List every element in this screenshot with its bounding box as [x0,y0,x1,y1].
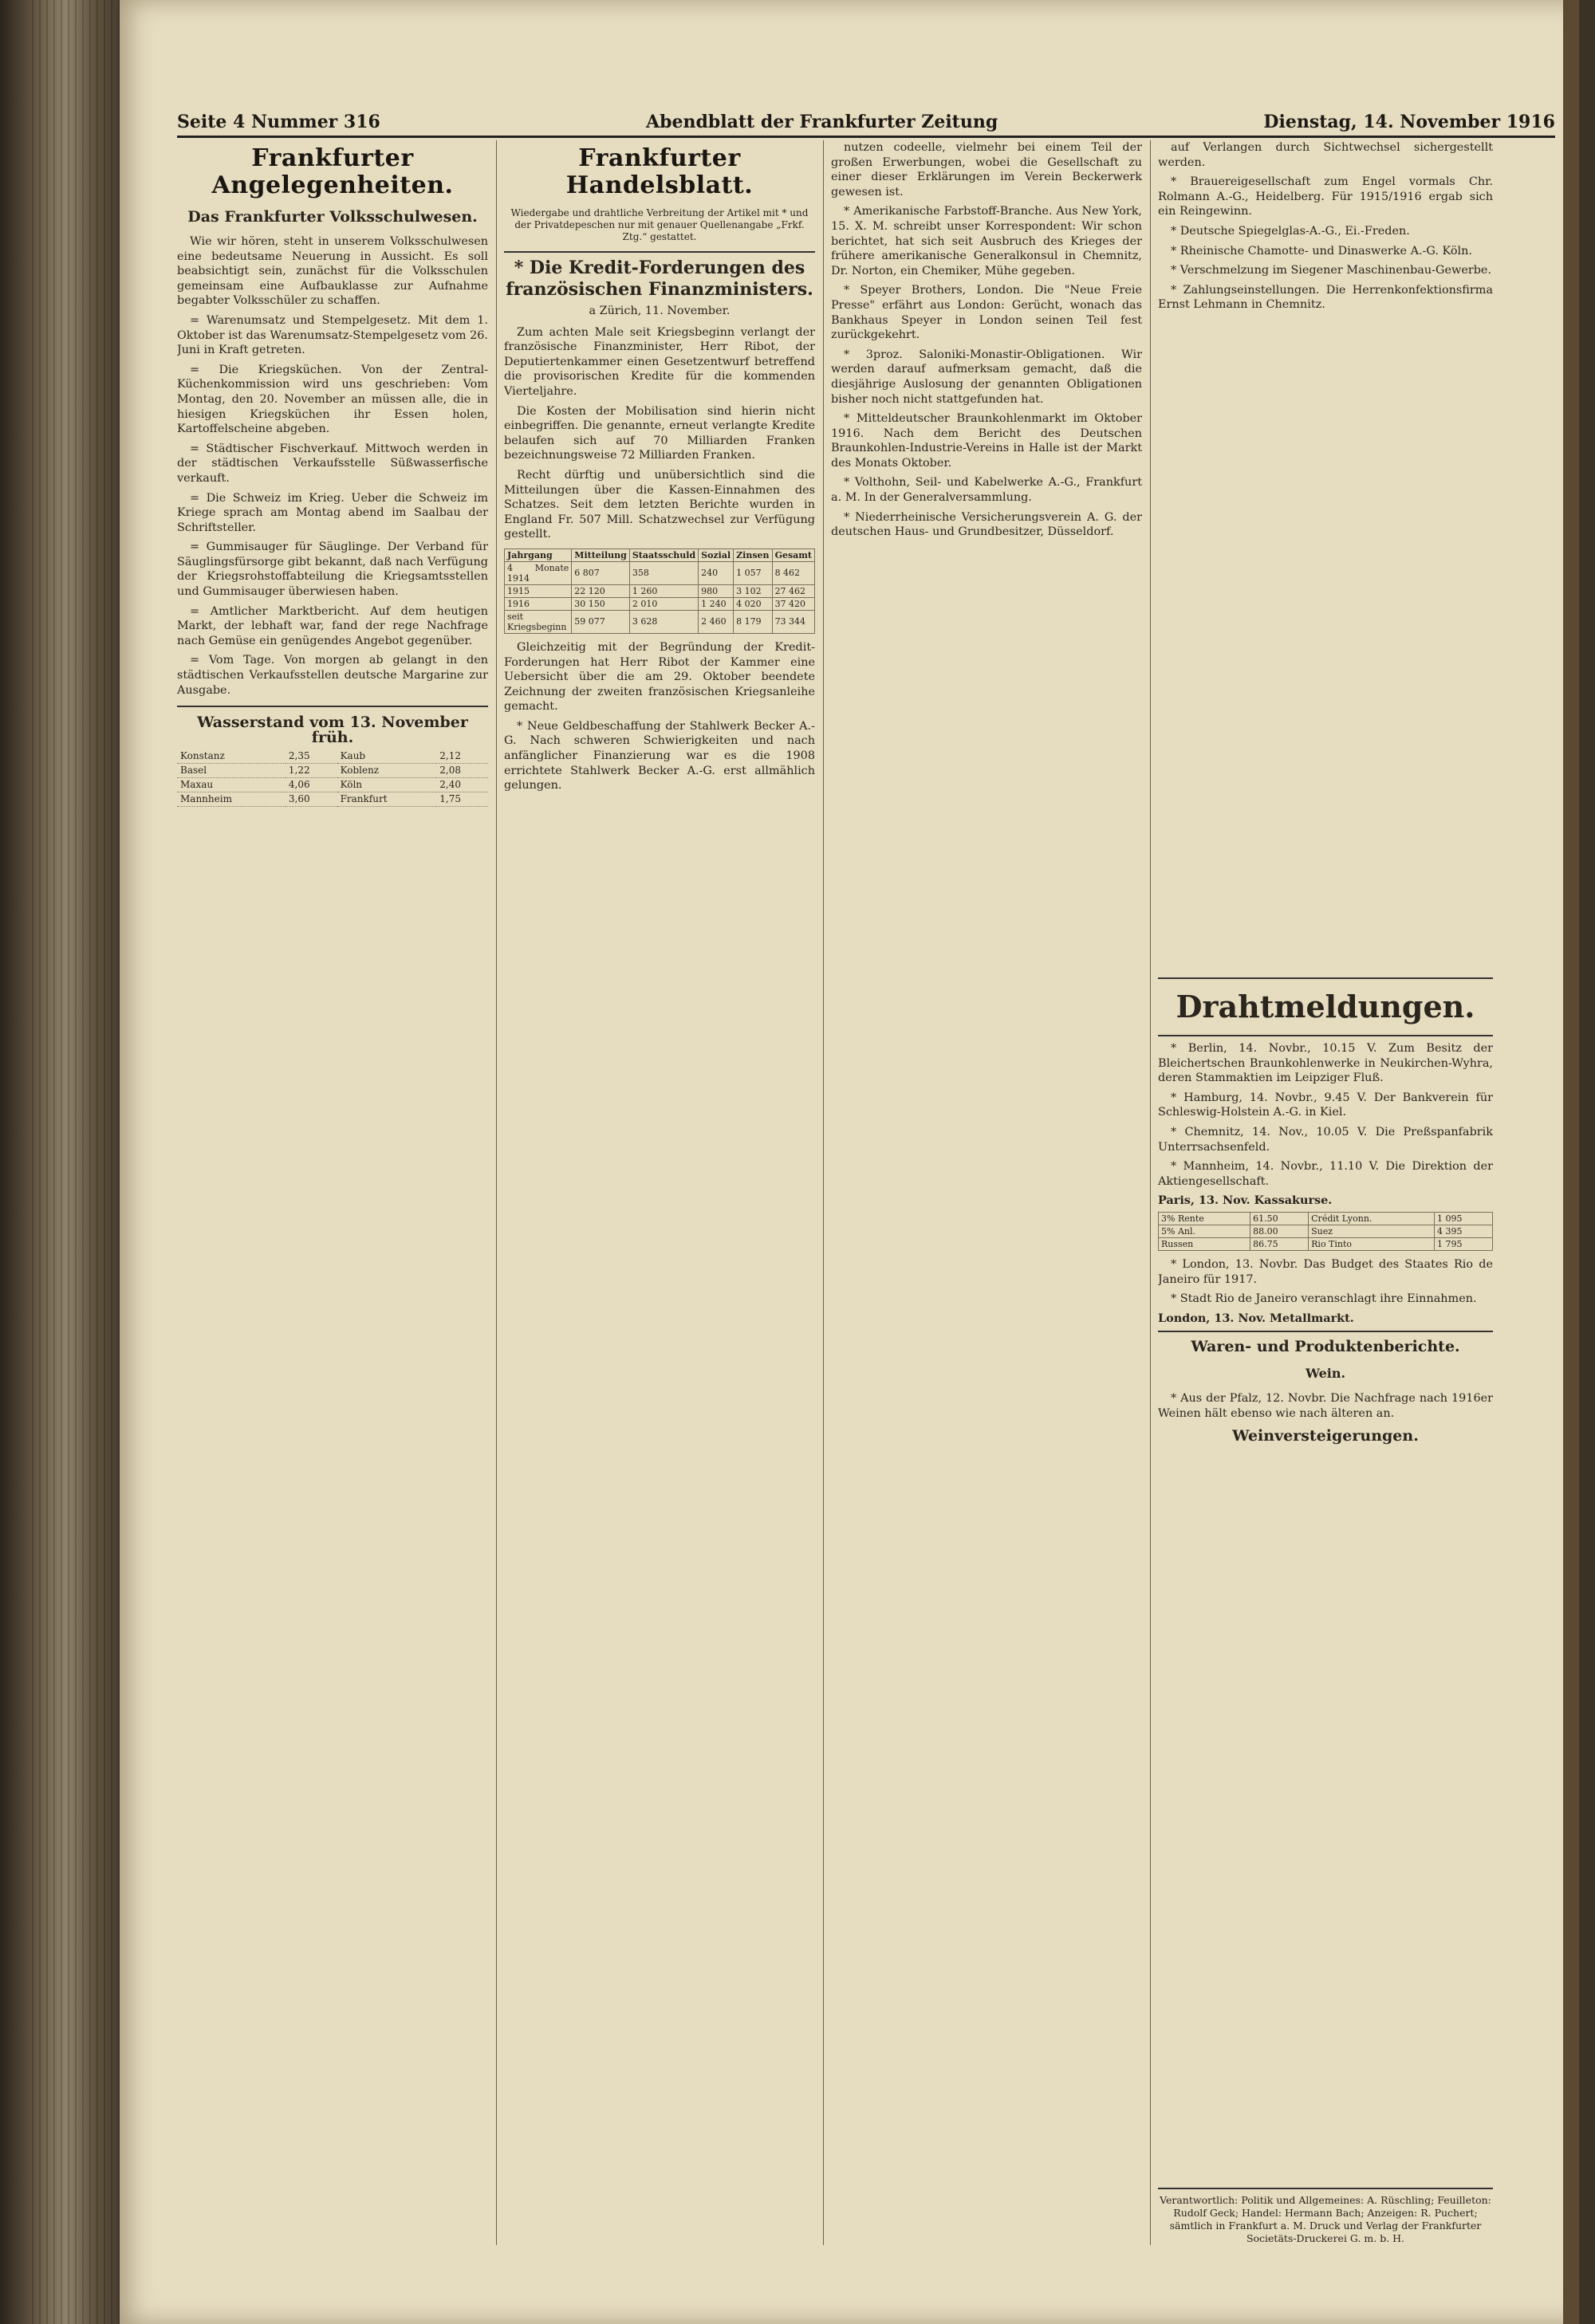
header-page-number: Seite 4 Nummer 316 [177,112,380,132]
table-cell: Kaub [337,749,437,764]
water-level-row [177,778,488,792]
article-paragraph: * Volthohn, Seil- und Kabelwerke A.-G., Frankfurt a. M. In der Generalversammlung. [831,476,1142,505]
column-rule [1150,140,1151,2245]
table-cell: seit Kriegsbeginn [505,610,572,633]
table-cell: 8 462 [772,561,814,584]
article-paragraph: * Stadt Rio de Janeiro veranschlagt ihre Einnahmen. [1171,1292,1477,1306]
article-title-volksschule: Das Frankfurter Volksschulwesen. [187,208,478,226]
expense-table [504,549,815,634]
table-header-cell: Jahrgang [505,549,572,561]
water-level-row [177,792,488,807]
water-level-table [177,749,488,807]
table-cell: 3,60 [286,792,337,807]
article-paragraph: = Gummisauger für Säuglinge. Der Verband für Säuglingsfürsorge gibt bekannt, daß nach Verfügung der Kriegsrohstoffabteilung die Kriegsamtsstellen und Gummisauger überwiesen haben. [177,541,488,599]
water-level-box [177,706,488,807]
table-cell: Maxau [177,778,286,792]
article-paragraph: * Neue Geldbeschaffung der Stahlwerk Becker A.-G. Nach schweren Schwierigkeiten und nach anfänglicher Finanzierung war es die 1908 errichtete Stahlwerk Becker A.-G. erst allmählich gelungen. [504,719,815,792]
spine-texture [32,0,120,2324]
article-paragraph: * Verschmelzung im Siegener Maschinenbau-Gewerbe. [1171,264,1492,277]
table-cell: 8 179 [734,610,772,633]
table-cell: 358 [629,561,698,584]
table-header-cell: Staatsschuld [629,549,698,561]
article-paragraph: * Berlin, 14. Novbr., 10.15 V. Zum Besitz der Bleichertschen Braunkohlenwerke in Neukirchen-Wyhra, deren Stammaktien im Leipziger Fluß. [1158,1042,1493,1085]
page-edge [1563,0,1579,2324]
imprint: Verantwortlich: Politik und Allgemeines: A. Rüschling; Feuilleton: Rudolf Geck; Handel: Hermann Bach; Anzeigen: R. Puchert; sämtlich in Frankfurt a. M. Druck und Verlag der Frankfurter Societäts-Druckerei G. m. b. H. [1158,2188,1493,2245]
table-cell: 27 462 [772,584,814,597]
article-paragraph: Die Kosten der Mobilisation sind hierin nicht einbegriffen. Die genannte, erneut verlangte Kredite belaufen sich auf 70 Milliarden Franken bezeichnungsweise 72 Milliarden Franken. [504,404,815,462]
table-cell: 980 [699,584,734,597]
wire-news-body [1158,1041,1493,1453]
article-lead: Wie wir hören, steht in unserem Volksschulwesen eine bedeutsame Neuerung in Aussicht. Es soll beabsichtigt sein, zunächst für die Volksschulen gemeinsam eine Aufbauklasse zur Aufnahme begabter Volksschüler zu schaffen. [177,235,488,308]
table-cell: 2,40 [436,778,488,792]
newspaper-page [120,0,1579,2324]
page-header [177,104,1555,138]
article-paragraph: = Vom Tage. Von morgen ab gelangt in den städtischen Verkaufsstellen deutsche Margarine zur Ausgabe. [177,654,488,697]
table-header-cell: Mitteilung [572,549,630,561]
water-level-row [177,749,488,764]
table-cell: 59 077 [572,610,630,633]
table-cell: 1915 [505,584,572,597]
table-row [1159,1212,1493,1225]
table-cell: 4,06 [286,778,337,792]
columns [177,140,1555,2245]
article-paragraph: Recht dürftig und unübersichtlich sind die Mitteilungen über die Kassen-Einnahmen des Schatzes. Seit dem letzten Berichte wurden in England Fr. 507 Mill. Schatzwechsel zur Verfügung gestellt. [504,468,815,541]
column-local-news [177,140,488,2245]
waren-title: Waren- und Produktenberichte. [1191,1338,1460,1356]
table-cell: Russen [1159,1237,1250,1250]
table-cell: 3% Rente [1159,1212,1250,1225]
table-cell: 2,08 [436,764,488,778]
table-cell: 61.50 [1250,1212,1309,1225]
article-paragraph: * Deutsche Spiegelglas-A.-G., Ei.-Freden. [1171,224,1410,238]
article-paragraph: * Niederrheinische Versicherungsverein A. G. der deutschen Haus- und Grundbesitzer, Düsseldorf. [831,510,1142,539]
weinvers-title: Weinversteigerungen. [1232,1426,1419,1445]
table-cell: 5% Anl. [1159,1225,1250,1237]
table-cell: 2,35 [286,749,337,764]
article-paragraph: * Mitteldeutscher Braunkohlenmarkt im Oktober 1916. Nach dem Bericht des Deutschen Braunkohlen-Industrie-Vereins in Halle ist der Markt des Monats Oktober. [831,412,1142,470]
table-cell: 3 628 [629,610,698,633]
divider [504,251,815,253]
table-cell: 1 240 [699,597,734,610]
water-level-title: Wasserstand vom 13. November früh. [197,714,468,746]
table-header-cell: Gesamt [772,549,814,561]
london-title: London, 13. Nov. Metallmarkt. [1158,1311,1354,1325]
table-cell: 1 095 [1435,1212,1493,1225]
header-date: Dienstag, 14. November 1916 [1263,112,1555,132]
article-paragraph: = Amtlicher Marktbericht. Auf dem heutigen Markt, der lebhaft war, fand der rege Nachfrage nach Gemüse ein genügendes Angebot gegenüber. [177,604,488,647]
article-paragraph: = Die Kriegsküchen. Von der Zentral-Küchenkommission wird uns geschrieben: Vom Montag, den 20. November an müssen alle, die in hiesigen Kriegsküchen ihr Essen holen, Kartoffelscheine abgeben. [177,363,488,436]
article-paragraph: auf Verlangen durch Sichtwechsel sichergestellt werden. [1158,141,1493,169]
table-cell: 2 460 [699,610,734,633]
column-business [831,140,1142,2245]
table-cell: 1,75 [436,792,488,807]
table-cell: Crédit Lyonn. [1309,1212,1435,1225]
column-wire [1158,140,1493,2245]
table-cell: 1 795 [1435,1237,1493,1250]
article-paragraph: * Aus der Pfalz, 12. Novbr. Die Nachfrage nach 1916er Weinen hält ebenso wie nach älteren an. [1158,1392,1493,1420]
table-cell: 22 120 [572,584,630,597]
reprint-notice: Wiedergabe und drahtliche Verbreitung der Artikel mit * und der Privatdepeschen nur mit genauer Quellenangabe „Frkf. Ztg.“ gestattet. [510,207,809,242]
wire-news-banner [1158,977,1493,1036]
column-rule [496,140,497,2245]
table-cell: 73 344 [772,610,814,633]
table-cell: 1 057 [734,561,772,584]
table-cell: 1916 [505,597,572,610]
table-row [1159,1237,1493,1250]
article-paragraph: Zum achten Male seit Kriegsbeginn verlangt der französische Finanzminister, Herr Ribot, der Deputiertenkammer einen Gesetzentwurf betreffend die provisorischen Kredite für die kommenden Vierteljahre. [504,325,815,398]
table-cell: Köln [337,778,437,792]
article-paragraph: * Amerikanische Farbstoff-Branche. Aus New York, 15. X. M. schreibt unser Korrespondent: Wir schon berichtet, hat sich seit Ausbruch des Krieges der frühere amerikanische Generalkonsul in Chemnitz, Dr. Norton, ein Chemiker, Mühe gegeben. [831,205,1142,277]
table-cell: 6 807 [572,561,630,584]
paris-table [1158,1212,1493,1251]
article-paragraph: nutzen codeelle, vielmehr bei einem Teil der großen Erwerbungen, wobei die Gesellschaft zu einer dieser Erklärungen im Verein Beckerwerk gewesen ist. [831,141,1142,199]
table-cell: Suez [1309,1225,1435,1237]
table-cell: 1 260 [629,584,698,597]
table-cell: 240 [699,561,734,584]
table-cell: 37 420 [772,597,814,610]
article-paragraph: = Die Schweiz im Krieg. Ueber die Schweiz im Kriege sprach am Montag abend im Saalbau der Schriftsteller. [177,491,488,534]
article-paragraph: * Hamburg, 14. Novbr., 9.45 V. Der Bankverein für Schleswig-Holstein A.-G. in Kiel. [1158,1091,1493,1119]
article-paragraph: * London, 13. Novbr. Das Budget des Staates Rio de Janeiro für 1917. [1158,1257,1493,1286]
table-cell: 4 395 [1435,1225,1493,1237]
article-paragraph: * Speyer Brothers, London. Die "Neue Freie Presse" erfährt aus London: Gerücht, wonach das Bankhaus Speyer in London seinen Teil fest zurückgekehrt. [831,284,1142,342]
wire-news-title: Drahtmeldungen. [1176,988,1475,1024]
table-cell: Konstanz [177,749,286,764]
table-row [505,561,815,584]
table-cell: 88.00 [1250,1225,1309,1237]
table-cell: 30 150 [572,597,630,610]
column-trade [504,140,815,2245]
section-title-trade: Frankfurter Handelsblatt. [565,144,754,199]
article-paragraph: * 3proz. Saloniki-Monastir-Obligationen. Wir werden darauf aufmerksam gemacht, daß die diesjährige Auslosung der genannten Obligationen bisher noch nicht stattgefunden hat. [831,348,1142,406]
article-title-kredit: * Die Kredit-Forderungen des französischen Finanzministers. [506,258,813,300]
table-cell: 4 020 [734,597,772,610]
table-cell: 3 102 [734,584,772,597]
table-cell: 1,22 [286,764,337,778]
table-row [505,584,815,597]
table-row [505,597,815,610]
article-paragraph: * Zahlungseinstellungen. Die Herrenkonfektionsfirma Ernst Lehmann in Chemnitz. [1158,283,1493,312]
table-header-cell: Zinsen [734,549,772,561]
wein-title: Wein. [1305,1366,1346,1382]
paris-title: Paris, 13. Nov. Kassakurse. [1158,1193,1333,1208]
table-header-cell: Sozial [699,549,734,561]
article-paragraph: * Chemnitz, 14. Nov., 10.05 V. Die Preßspanfabrik Unterrsachsenfeld. [1158,1125,1493,1154]
article-paragraph: Gleichzeitig mit der Begründung der Kredit-Forderungen hat Herr Ribot der Kammer eine Uebersicht über die am 29. Oktober beendete Zeichnung der zweiten französischen Kriegsanleihe gemacht. [504,640,815,714]
article-paragraph: * Brauereigesellschaft zum Engel vormals Chr. Rolmann A.-G., Heidelberg. Für 1915/1916 ergab sich ein Reingewinn. [1158,175,1493,218]
table-cell: 2 010 [629,597,698,610]
dateline: a Zürich, 11. November. [589,305,731,317]
table-cell: Mannheim [177,792,286,807]
article-paragraph: = Warenumsatz und Stempelgesetz. Mit dem 1. Oktober ist das Warenumsatz-Stempelgesetz vom 26. Juni in Kraft getreten. [177,313,488,357]
table-cell: 86.75 [1250,1237,1309,1250]
article-paragraph: * Rheinische Chamotte- und Dinaswerke A.-G. Köln. [1171,244,1473,258]
table-cell: Koblenz [337,764,437,778]
water-level-row [177,764,488,778]
table-cell: 2,12 [436,749,488,764]
book-spine [0,0,120,2324]
table-cell: 4 Monate 1914 [505,561,572,584]
divider [1158,1331,1493,1332]
table-cell: Rio Tinto [1309,1237,1435,1250]
table-row [505,610,815,633]
header-masthead: Abendblatt der Frankfurter Zeitung [646,112,998,132]
section-title-local: Frankfurter Angelegenheiten. [211,144,454,199]
article-paragraph: * Mannheim, 14. Novbr., 11.10 V. Die Direktion der Aktiengesellschaft. [1158,1160,1493,1188]
table-cell: Frankfurt [337,792,437,807]
column-rule [823,140,824,2245]
article-paragraph: = Städtischer Fischverkauf. Mittwoch werden in der städtischen Verkaufsstelle Süßwasserfische verkauft. [177,442,488,485]
table-cell: Basel [177,764,286,778]
table-row [1159,1225,1493,1237]
